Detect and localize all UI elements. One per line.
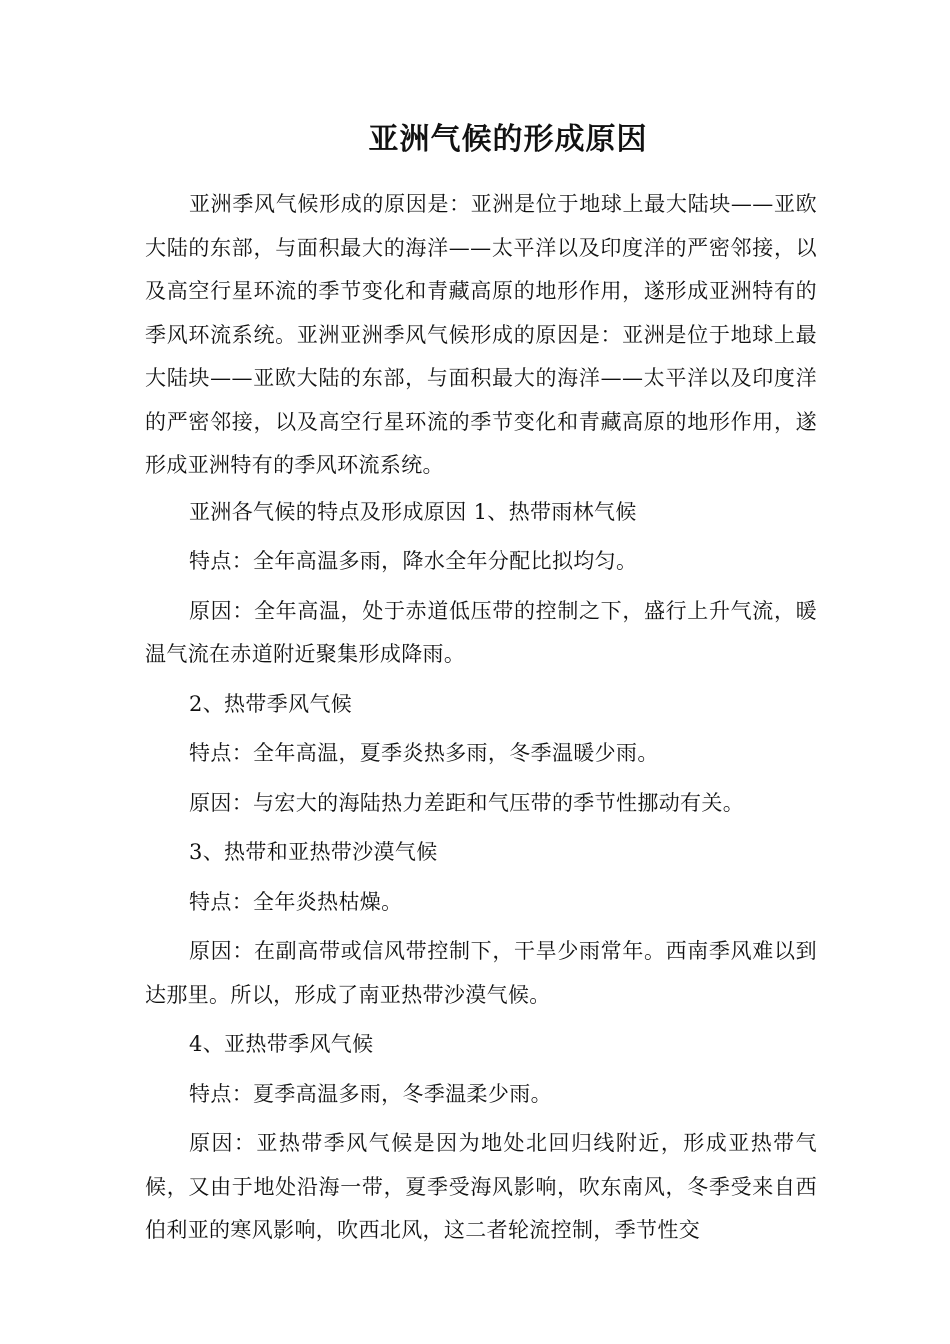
paragraph-tropical-monsoon-features: 特点：全年高温，夏季炎热多雨，冬季温暖少雨。 [189, 741, 659, 765]
paragraph-rainforest-features: 特点：全年高温多雨，降水全年分配比拟均匀。 [189, 549, 638, 573]
document-title: 亚洲气候的形成原因 [368, 122, 648, 157]
paragraph-subtropical-cause: 原因：亚热带季风气候是因为地处北回归线附近，形成亚热带气候，又由于地处沿海一带，夏季受海风影响，吹东南风，冬季受来自西伯利亚的寒风影响，吹西北风，这二者轮流控制，季节性交 [145, 1131, 817, 1242]
paragraph-subtropical-features: 特点：夏季高温多雨，冬季温柔少雨。 [189, 1081, 552, 1106]
paragraph-section-intro: 亚洲各气候的特点及形成原因 1、热带雨林气候 [189, 499, 637, 524]
paragraph-rainforest-cause: 原因：全年高温，处于赤道低压带的控制之下，盛行上升气流，暖温气流在赤道附近聚集形成降雨。 [145, 598, 817, 666]
paragraph-tropical-monsoon-cause: 原因：与宏大的海陆热力差距和气压带的季节性挪动有关。 [189, 790, 745, 815]
heading-subtropical-monsoon: 4、亚热带季风气候 [189, 1032, 374, 1056]
paragraph-monsoon-cause: 亚洲季风气候形成的原因是：亚洲是位于地球上最大陆块——亚欧大陆的东部，与面积最大的海洋——太平洋以及印度洋的严密邻接，以及高空行星环流的季节变化和青藏高原的地形作用，遂形成亚洲特有的季风环流系统。亚洲亚洲季风气候形成的原因是：亚洲是位于地球上最大陆块——亚欧大陆的东部，与面积最大的海洋——太平洋以及印度洋的严密邻接，以及高空行星环流的季节变化和青藏高原的地形作用，遂形成亚洲特有的季风环流系统。 [145, 192, 817, 477]
document-body [145, 183, 817, 1259]
paragraph-desert-features: 特点：全年炎热枯燥。 [189, 889, 403, 914]
heading-desert-climate: 3、热带和亚热带沙漠气候 [189, 840, 438, 864]
heading-tropical-monsoon: 2、热带季风气候 [189, 691, 353, 716]
paragraph-desert-cause: 原因：在副高带或信风带控制下，干旱少雨常年。西南季风难以到达那里。所以，形成了南亚热带沙漠气候。 [145, 939, 817, 1007]
